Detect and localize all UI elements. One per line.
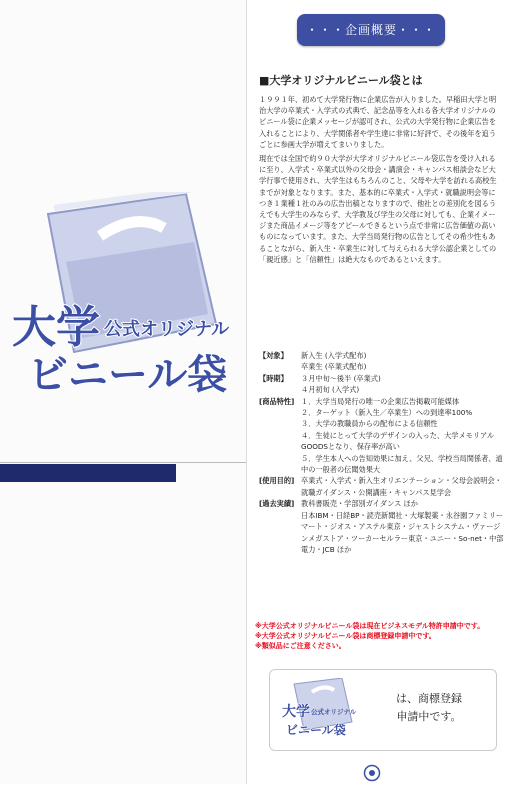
section-header: ・・・企画概要・・・ xyxy=(297,14,445,46)
spec-label: [使用目的] xyxy=(259,476,295,486)
tm-line2: 申請中です。 xyxy=(396,710,462,723)
vinyl-bag-icon xyxy=(8,192,238,402)
vinyl-bag-logo xyxy=(8,192,238,402)
spec-row-target xyxy=(259,350,504,373)
content-panel xyxy=(247,0,508,784)
spec-label: [過去実績] xyxy=(259,499,295,509)
logo-big-text: 大学 xyxy=(12,302,100,353)
navy-bar xyxy=(0,464,176,482)
spec-value: ３．大学の教職員からの配布による信頼性 xyxy=(301,419,438,429)
tm-logo-line2: ビニール袋 xyxy=(286,723,346,737)
spec-row-features xyxy=(259,396,504,476)
cover-panel xyxy=(0,0,247,784)
note-imitation: ※類似品にご注意ください。 xyxy=(255,641,346,650)
spec-value: 教科書販売・学部別ガイダンス ほか xyxy=(301,499,418,509)
logo-small-text: 公式オリジナル xyxy=(104,319,230,340)
spec-value: 日本IBM・日経BP・読売新聞社・大塚製薬・永谷園ファミリーマート・ジオス・アステル東京・ジャストシステム・ヴァージンメガストア・ツーカーセルラー東京・ユニー・So-net・中部電力・JCB ほか xyxy=(301,510,504,554)
paragraph: 現在では全国で約９０大学が大学オリジナルビニール袋広告を受け入れるに至り、入学式・卒業式以外の父母会・講演会・キャンパス相談会など大学行事で使用され、大学生はもちろんのこと、父母や大学を訪れる高校生までが対象となります。また、基本的に卒業式・入学式・就職説明会等につき１業種１社のみの広告出稿となりますので、他社との差別化を図るうえでも大学生のみならず、大学教及び学生の父母に対しても、企業イメージまた商品イメージ等をアピールできるという点で非常に広告価値の高いものになっています。また、大学当局発行物の広告としてその希少性もあることながら、新入生・卒業生に対して与えられる大学公認企業としての「親近感」と「信頼性」は絶大なものであるといえます。 xyxy=(259,154,497,264)
spec-row-purpose xyxy=(259,475,504,498)
note-trademark: ※大学公式オリジナルビニール袋は商標登録申請中です。 xyxy=(255,631,436,640)
spec-value: ５．学生本人への告知効果に加え、父兄、学校当局関係者、道中の一般者の伝聞効果大 xyxy=(301,453,503,475)
vinyl-bag-small-icon xyxy=(280,678,360,742)
spec-row-record xyxy=(259,498,504,555)
spec-value: １．大学当局発行の唯一の企業広告掲載可能媒体 xyxy=(301,396,460,406)
tm-line1: は、商標登録 xyxy=(396,692,462,705)
notes xyxy=(255,622,505,651)
small-bag-logo xyxy=(280,678,360,742)
spec-value: ２．ターゲット（新入生／卒業生）への到達率100% xyxy=(301,408,473,418)
spec-label: 【対象】 xyxy=(259,351,288,360)
tm-logo-big: 大学 xyxy=(282,704,310,720)
trademark-box xyxy=(269,669,497,751)
tm-logo-small: 公式オリジナル xyxy=(311,708,357,716)
spec-list xyxy=(259,350,504,555)
spec-value: 卒業生 (卒業式配布) xyxy=(301,362,367,372)
spec-value: 卒業式・入学式・新入生オリエンテーション・父母会説明会・就職ガイダンス・公開講座・キャンパス見学会 xyxy=(301,476,502,497)
paragraph: １９９１年、初めて大学発行物に企業広告が入りました。早稲田大学と明治大学の卒業式・入学式の式典で、記念品等を入れる各大学オリジナルのビニール袋に企業メッセージが認可され、公式の大学発行物に企業広告を入れることにより、大学関係者や学生達に非常に好評で、その後年を追うごとに参画大学が増えてまいりました。 xyxy=(259,95,497,149)
note-patent: ※大学公式オリジナルビニール袋は現在ビジネスモデル特許申請中です。 xyxy=(255,622,485,630)
section-body xyxy=(259,94,499,268)
spec-value: ４月初旬 (入学式) xyxy=(301,385,360,395)
spec-label: 【時期】 xyxy=(259,373,288,383)
fold-line xyxy=(0,462,246,463)
trademark-text xyxy=(366,690,492,726)
spec-value: ３月中旬〜後半 (卒業式) xyxy=(301,373,381,383)
logo-line2-text: ビニール袋 xyxy=(28,352,228,398)
section-title: ■大学オリジナルビニール袋とは xyxy=(259,74,423,87)
spec-label: [商品特性] xyxy=(259,396,295,406)
spec-value: ４．生徒にとって大学のデザインの入った、大学メモリアルGOODSとなり、保存率が高い xyxy=(301,430,495,452)
spec-value: 新入生 (入学式配布) xyxy=(301,351,367,360)
spec-row-period xyxy=(259,373,504,396)
company-logo-icon xyxy=(363,764,381,782)
